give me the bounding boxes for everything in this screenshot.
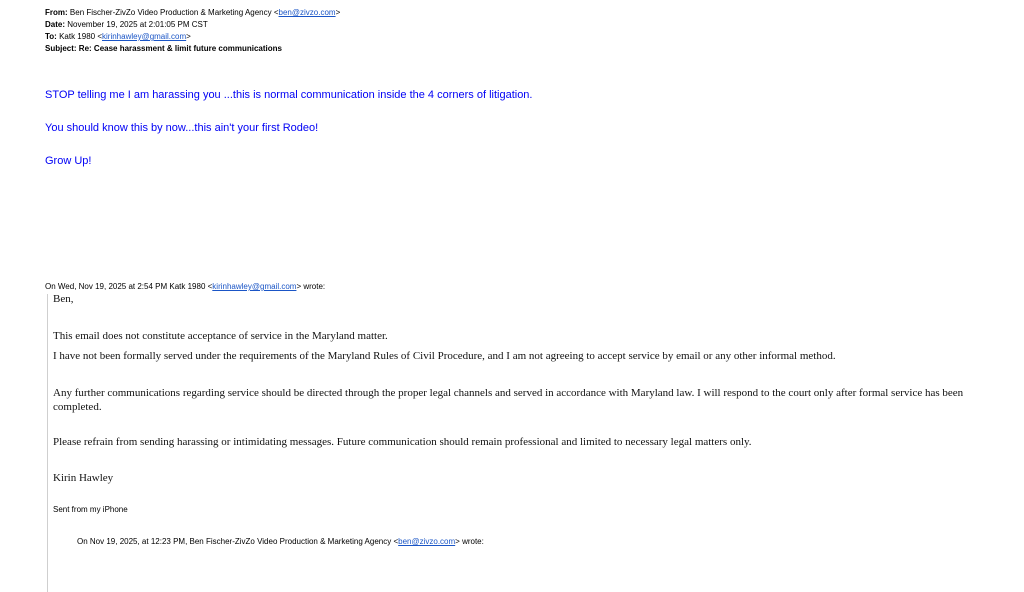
quote-paragraph-1: This email does not constitute acceptance of service in the Maryland matter. bbox=[53, 330, 388, 342]
subject-value: Re: Cease harassment & limit future communications bbox=[78, 44, 282, 53]
date-line bbox=[45, 19, 208, 31]
reply-line-3: Grow Up! bbox=[45, 155, 92, 167]
quote-intro-email-link[interactable]: kirinhawley@gmail.com bbox=[212, 282, 297, 291]
from-label: From: bbox=[45, 8, 68, 17]
to-end: > bbox=[186, 32, 191, 41]
quote-intro-post: > wrote: bbox=[296, 282, 326, 291]
from-email-link[interactable]: ben@zivzo.com bbox=[278, 8, 336, 17]
from-line bbox=[45, 7, 340, 19]
nested-quote-intro bbox=[77, 537, 484, 546]
from-name: Ben Fischer-ZivZo Video Production & Marketing Agency < bbox=[69, 8, 279, 17]
to-line bbox=[45, 31, 191, 43]
subject-line bbox=[45, 43, 282, 55]
to-label: To: bbox=[45, 32, 57, 41]
quote-intro-text: On Wed, Nov 19, 2025 at 2:54 PM Katk 1980 < bbox=[45, 282, 213, 291]
from-end: > bbox=[335, 8, 341, 17]
quote-paragraph-2: I have not been formally served under the requirements of the Maryland Rules of Civil Procedure, and I am not agreeing to accept service by email or any other informal method. bbox=[53, 350, 836, 362]
nested-quote-text: On Nov 19, 2025, at 12:23 PM, Ben Fischer-ZivZo Video Production & Marketing Agency < bbox=[77, 537, 399, 546]
reply-line-1: STOP telling me I am harassing you ...this is normal communication inside the 4 corners of litigation. bbox=[45, 89, 533, 101]
to-name: Katk 1980 < bbox=[59, 32, 102, 41]
to-email-link[interactable]: kirinhawley@gmail.com bbox=[102, 32, 187, 41]
reply-line-2: You should know this by now...this ain't your first Rodeo! bbox=[45, 122, 319, 134]
quote-intro bbox=[45, 282, 325, 291]
quote-paragraph-3: Any further communications regarding service should be directed through the proper legal channels and served in accordance with Maryland law. I will respond to the court only after formal service has been completed. bbox=[53, 387, 964, 413]
quote-paragraph-4: Please refrain from sending harassing or intimidating messages. Future communication should remain professional and limited to necessary legal matters only. bbox=[53, 436, 752, 448]
sent-from-line: Sent from my iPhone bbox=[53, 505, 128, 514]
date-value: November 19, 2025 at 2:01:05 PM CST bbox=[67, 20, 208, 29]
nested-quote-post: > wrote: bbox=[455, 537, 484, 546]
quote-signature: Kirin Hawley bbox=[53, 472, 114, 484]
quote-bar bbox=[47, 294, 48, 592]
date-label: Date: bbox=[45, 20, 66, 29]
quote-greeting: Ben, bbox=[53, 293, 74, 305]
nested-quote-email-link[interactable]: ben@zivzo.com bbox=[398, 537, 456, 546]
subject-label: Subject: bbox=[45, 44, 77, 53]
